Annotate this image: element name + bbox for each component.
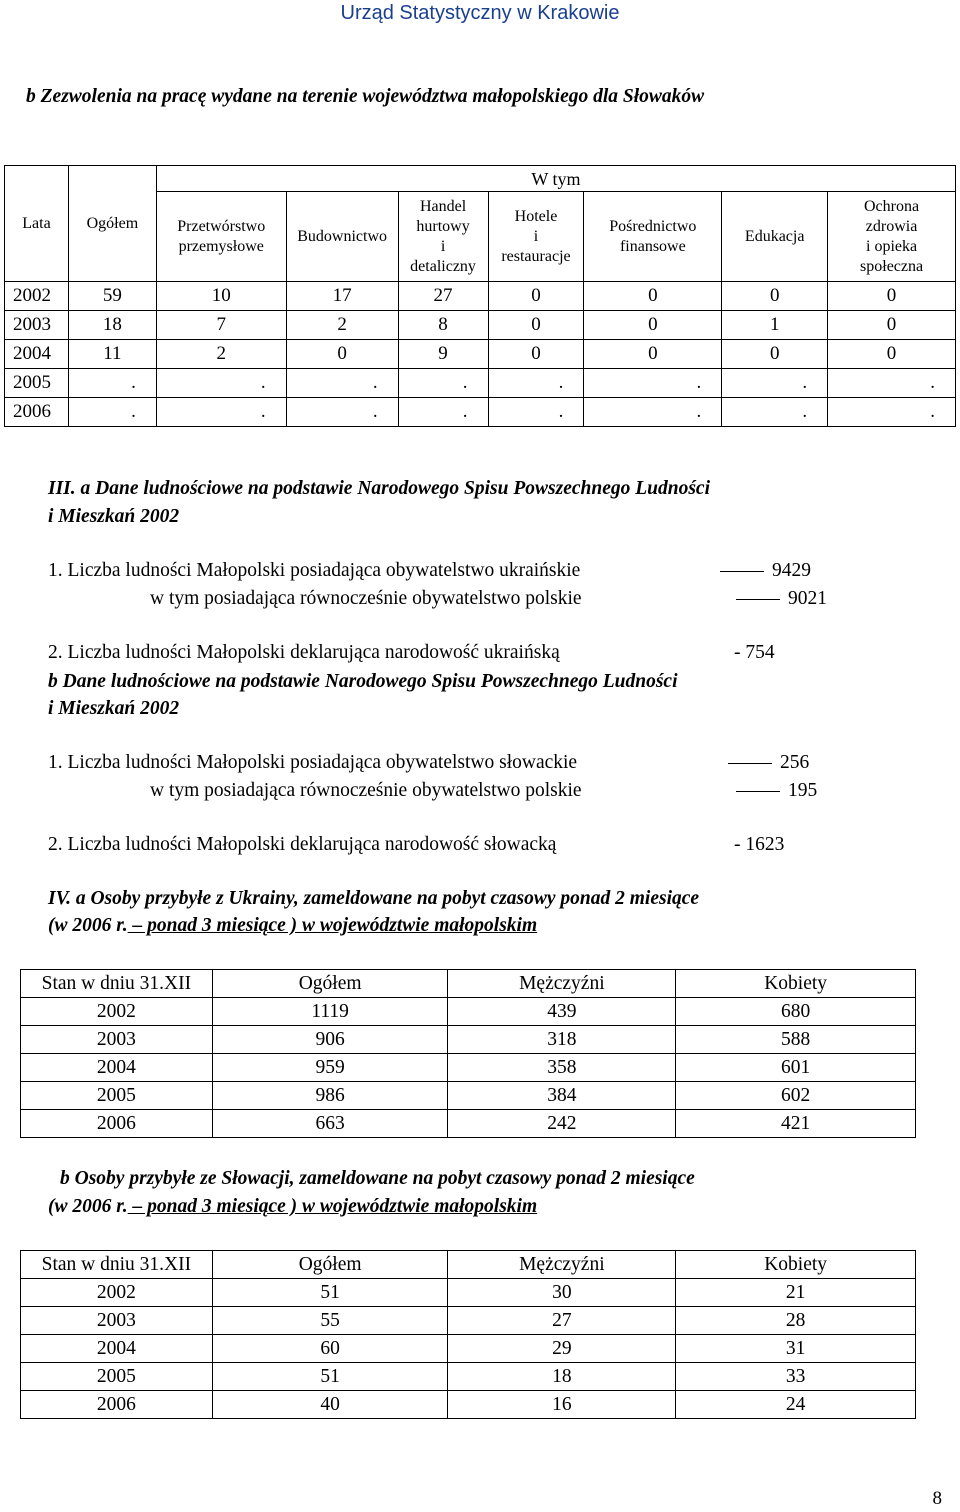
header-line: detaliczny xyxy=(410,257,476,275)
ukr-nationality-value: - 754 xyxy=(734,642,775,663)
year-cell: 2003 xyxy=(5,311,69,340)
table-cell: . xyxy=(722,398,828,427)
column-header: Mężczyźni xyxy=(448,1251,676,1279)
svk-nationality-label: 2. Liczba ludności Małopolski deklarująca narodowość słowacką xyxy=(48,834,557,855)
table-header-row xyxy=(21,970,916,998)
section-3a-title-line1: III. a Dane ludnościowe na podstawie Narodowego Spisu Powszechnego Ludności xyxy=(48,478,711,499)
svk-dual-citizenship-value: 195 xyxy=(788,780,818,801)
ukr-citizenship-row-value xyxy=(712,560,811,582)
table-cell: 0 xyxy=(722,340,828,369)
header-line: hurtowy xyxy=(416,217,470,235)
table-cell: . xyxy=(68,369,156,398)
table-cell: 0 xyxy=(584,340,722,369)
ukr-citizenship-value: 9429 xyxy=(772,560,811,581)
header-line: Hotele xyxy=(514,207,558,225)
table-row xyxy=(5,282,956,311)
section-3a-title-line2: i Mieszkań 2002 xyxy=(48,506,180,527)
table-cell: 21 xyxy=(676,1279,916,1307)
table-cell: 588 xyxy=(676,1026,916,1054)
table-cell: 0 xyxy=(828,311,956,340)
table-cell: . xyxy=(156,369,286,398)
table-row xyxy=(21,1054,916,1082)
table-cell: 27 xyxy=(448,1307,676,1335)
header-line: restauracje xyxy=(501,247,571,265)
col-header-hotele xyxy=(488,192,584,282)
header-line: i xyxy=(440,237,446,255)
table-cell: 680 xyxy=(676,998,916,1026)
col-header-ochrona xyxy=(828,192,956,282)
table-row xyxy=(21,1391,916,1419)
table-cell: 33 xyxy=(676,1363,916,1391)
table-cell: 986 xyxy=(212,1082,448,1110)
column-header: Ogółem xyxy=(212,970,448,998)
table-cell: 11 xyxy=(68,340,156,369)
header-line: przemysłowe xyxy=(178,237,264,255)
table-cell: 27 xyxy=(398,282,488,311)
section-3b-title-line1: b Dane ludnościowe na podstawie Narodowego Spisu Powszechnego Ludności xyxy=(48,671,678,692)
ukr-dual-citizenship-label: w tym posiadająca równocześnie obywatelstwo polskie xyxy=(150,588,582,609)
table-cell: 0 xyxy=(828,340,956,369)
header-line: Handel xyxy=(419,197,467,215)
table-cell: 18 xyxy=(448,1363,676,1391)
header-line: Ochrona xyxy=(864,197,920,215)
col-header-posrednictwo xyxy=(584,192,722,282)
slovakia-residents-table xyxy=(20,1250,916,1419)
year-cell: 2005 xyxy=(21,1363,213,1391)
section-4b-title-rest: – ponad 3 miesiące ) w województwie małopolskim xyxy=(127,1196,538,1217)
table-cell: 9 xyxy=(398,340,488,369)
table-cell: 30 xyxy=(448,1279,676,1307)
table-cell: 28 xyxy=(676,1307,916,1335)
col-header-budownictwo: Budownictwo xyxy=(286,192,398,282)
table-cell: 0 xyxy=(488,282,584,311)
year-cell: 2003 xyxy=(21,1307,213,1335)
table-cell: 18 xyxy=(68,311,156,340)
table-cell: 906 xyxy=(212,1026,448,1054)
year-cell: 2005 xyxy=(5,369,69,398)
table-cell: 439 xyxy=(448,998,676,1026)
header-line: społeczna xyxy=(860,257,924,275)
year-cell: 2004 xyxy=(21,1054,213,1082)
table-cell: 959 xyxy=(212,1054,448,1082)
table-cell: 7 xyxy=(156,311,286,340)
table-cell: 358 xyxy=(448,1054,676,1082)
column-header: Mężczyźni xyxy=(448,970,676,998)
table-cell: 51 xyxy=(212,1363,448,1391)
table-row xyxy=(5,398,956,427)
table-cell: . xyxy=(488,369,584,398)
ukr-nationality-label: 2. Liczba ludności Małopolski deklarująca narodowość ukraińską xyxy=(48,642,560,663)
svk-citizenship-value: 256 xyxy=(780,752,810,773)
document-header: Urząd Statystyczny w Krakowie xyxy=(340,2,620,24)
table-cell: . xyxy=(584,398,722,427)
table-row xyxy=(21,1363,916,1391)
table-cell: 0 xyxy=(584,311,722,340)
svk-dual-citizenship-label: w tym posiadająca równocześnie obywatelstwo polskie xyxy=(150,780,582,801)
year-cell: 2005 xyxy=(21,1082,213,1110)
section-4a-title-line1: IV. a Osoby przybyłe z Ukrainy, zameldowane na pobyt czasowy ponad 2 miesiące xyxy=(48,888,700,909)
table-cell: 55 xyxy=(212,1307,448,1335)
svk-citizenship-label: 1. Liczba ludności Małopolski posiadająca obywatelstwo słowackie xyxy=(48,752,578,773)
table-cell: 40 xyxy=(212,1391,448,1419)
table-cell: . xyxy=(68,398,156,427)
header-line: Przetwórstwo xyxy=(177,217,266,235)
table-cell: 51 xyxy=(212,1279,448,1307)
slovakia-residents-body xyxy=(21,1251,916,1419)
table-row xyxy=(5,311,956,340)
year-cell: 2006 xyxy=(5,398,69,427)
table-cell: . xyxy=(398,398,488,427)
header-line: i xyxy=(533,227,539,245)
header-line: finansowe xyxy=(619,237,686,255)
table-cell: 16 xyxy=(448,1391,676,1419)
ukraine-residents-table xyxy=(20,969,916,1138)
table-cell: 0 xyxy=(286,340,398,369)
column-header: Kobiety xyxy=(676,1251,916,1279)
table-row xyxy=(21,1335,916,1363)
table-cell: 421 xyxy=(676,1110,916,1138)
table-cell: 17 xyxy=(286,282,398,311)
section-3b-title-line2: i Mieszkań 2002 xyxy=(48,698,180,719)
svk-citizenship-row-value xyxy=(720,752,809,774)
table-cell: 31 xyxy=(676,1335,916,1363)
table-cell: . xyxy=(286,398,398,427)
table-cell: . xyxy=(828,369,956,398)
table-cell: 10 xyxy=(156,282,286,311)
page-number: 8 xyxy=(932,1488,942,1509)
work-permits-body xyxy=(5,282,956,427)
ukraine-residents-body xyxy=(21,970,916,1138)
table-cell: . xyxy=(584,369,722,398)
table-row xyxy=(21,998,916,1026)
table-row xyxy=(21,1307,916,1335)
table-cell: 1119 xyxy=(212,998,448,1026)
year-cell: 2004 xyxy=(21,1335,213,1363)
col-header-w-tym: W tym xyxy=(156,166,955,192)
table-cell: 59 xyxy=(68,282,156,311)
table-row xyxy=(5,369,956,398)
dash-line xyxy=(720,571,764,572)
table-cell: 0 xyxy=(722,282,828,311)
section-4b-title-line1: b Osoby przybyłe ze Słowacji, zameldowane na pobyt czasowy ponad 2 miesiące xyxy=(60,1168,695,1189)
ukr-dual-citizenship-row-value xyxy=(728,588,827,610)
dash-line xyxy=(728,763,772,764)
column-header: Stan w dniu 31.XII xyxy=(21,1251,213,1279)
table-row xyxy=(21,1082,916,1110)
column-header: Kobiety xyxy=(676,970,916,998)
header-line: zdrowia xyxy=(865,217,918,235)
table-cell: 663 xyxy=(212,1110,448,1138)
table-cell: 60 xyxy=(212,1335,448,1363)
table-row xyxy=(5,340,956,369)
table-cell: 8 xyxy=(398,311,488,340)
table-cell: 601 xyxy=(676,1054,916,1082)
ukr-citizenship-label: 1. Liczba ludności Małopolski posiadająca obywatelstwo ukraińskie xyxy=(48,560,581,581)
column-header: Ogółem xyxy=(212,1251,448,1279)
year-cell: 2004 xyxy=(5,340,69,369)
header-line: i opieka xyxy=(866,237,918,255)
section-4b-title-line2 xyxy=(48,1196,537,1218)
year-cell: 2003 xyxy=(21,1026,213,1054)
table-row xyxy=(21,1026,916,1054)
table-cell: . xyxy=(156,398,286,427)
column-header: Stan w dniu 31.XII xyxy=(21,970,213,998)
table-row xyxy=(21,1279,916,1307)
col-header-handel xyxy=(398,192,488,282)
table-row xyxy=(21,1110,916,1138)
work-permits-table xyxy=(4,165,956,427)
year-cell: 2002 xyxy=(5,282,69,311)
dash-line xyxy=(736,599,780,600)
table-cell: 0 xyxy=(488,311,584,340)
table-cell: 384 xyxy=(448,1082,676,1110)
table-cell: 2 xyxy=(286,311,398,340)
table-cell: 2 xyxy=(156,340,286,369)
svk-nationality-value: - 1623 xyxy=(734,834,785,855)
col-header-edukacja: Edukacja xyxy=(722,192,828,282)
section-4a-title-year: (w 2006 r. xyxy=(48,915,128,936)
table-cell: 602 xyxy=(676,1082,916,1110)
section-4a-title-rest: – ponad 3 miesiące ) w województwie małopolskim xyxy=(127,915,538,936)
section-4a-title-line2 xyxy=(48,915,537,937)
col-header-lata: Lata xyxy=(5,166,69,282)
col-header-ogolem: Ogółem xyxy=(68,166,156,282)
table-cell: 0 xyxy=(488,340,584,369)
table-cell: 0 xyxy=(828,282,956,311)
table-cell: . xyxy=(722,369,828,398)
year-cell: 2006 xyxy=(21,1391,213,1419)
year-cell: 2006 xyxy=(21,1110,213,1138)
table-cell: 242 xyxy=(448,1110,676,1138)
table-cell: . xyxy=(398,369,488,398)
table-cell: 0 xyxy=(584,282,722,311)
table-cell: 29 xyxy=(448,1335,676,1363)
section-4b-title-year: (w 2006 r. xyxy=(48,1196,128,1217)
svk-dual-citizenship-row-value xyxy=(728,780,817,802)
col-header-przetworstwo xyxy=(156,192,286,282)
table-cell: . xyxy=(828,398,956,427)
table-cell: 1 xyxy=(722,311,828,340)
table-cell: 24 xyxy=(676,1391,916,1419)
section-b-title: b Zezwolenia na pracę wydane na terenie województwa małopolskiego dla Słowaków xyxy=(26,86,705,107)
table-cell: . xyxy=(488,398,584,427)
table-cell: 318 xyxy=(448,1026,676,1054)
table-cell: . xyxy=(286,369,398,398)
header-line: Pośrednictwo xyxy=(609,217,697,235)
year-cell: 2002 xyxy=(21,1279,213,1307)
dash-line xyxy=(736,791,780,792)
ukr-dual-citizenship-value: 9021 xyxy=(788,588,827,609)
year-cell: 2002 xyxy=(21,998,213,1026)
table-header-row xyxy=(21,1251,916,1279)
